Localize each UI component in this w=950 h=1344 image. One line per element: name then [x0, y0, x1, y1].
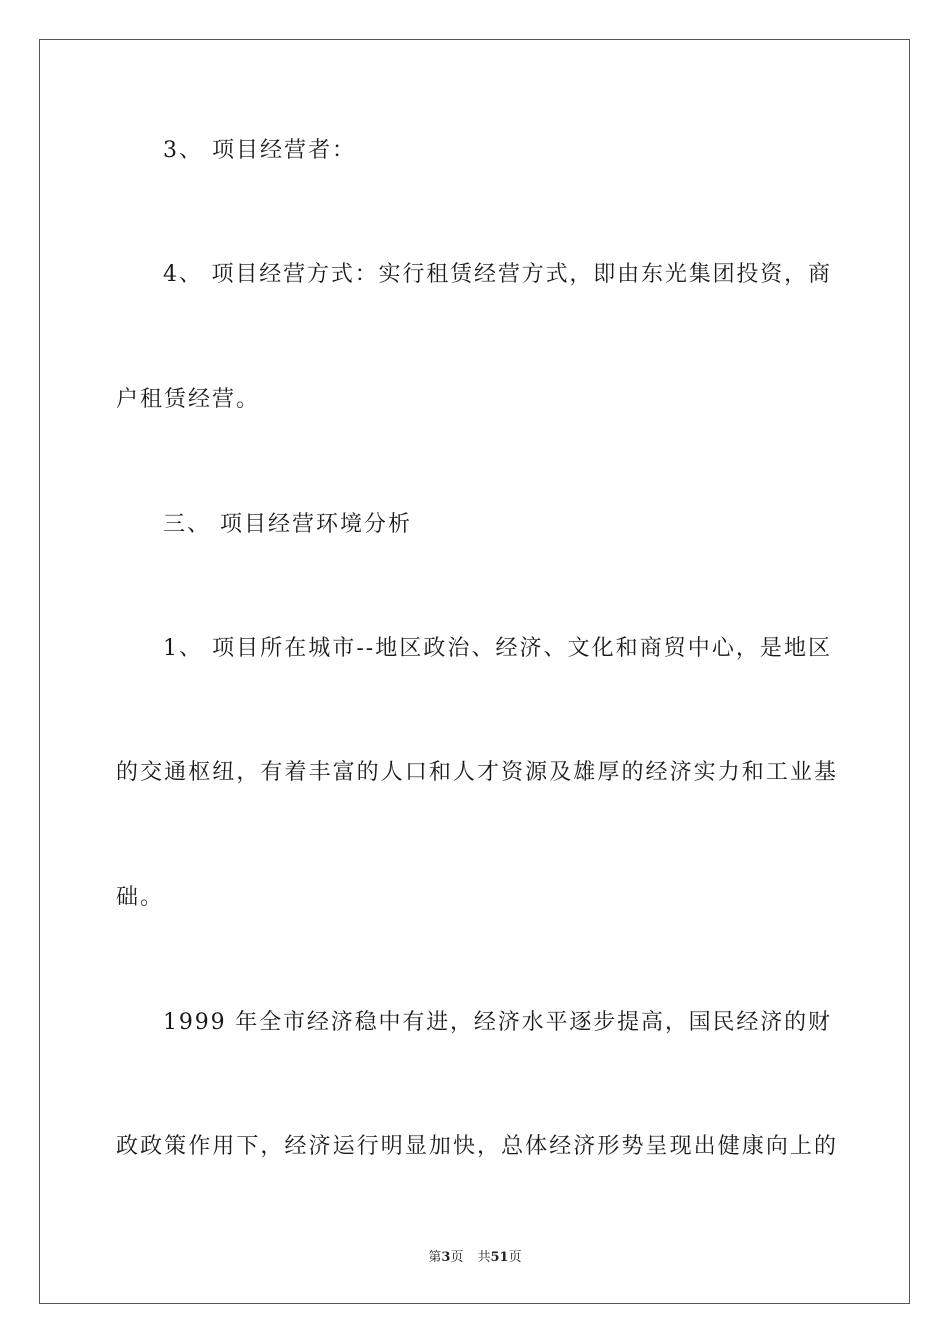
- footer-page-suffix: 页: [450, 1250, 464, 1265]
- footer-page-number: 3: [441, 1250, 451, 1265]
- footer-total-pages: 51: [490, 1250, 509, 1265]
- item-1-city-line-3: 础。: [116, 885, 165, 910]
- footer-total-prefix: 共: [477, 1250, 491, 1265]
- economy-paragraph-line-2: 政政策作用下，经济运行明显加快，总体经济形势呈现出健康向上的: [116, 1134, 839, 1159]
- item-1-city-line-1: 1、 项目所在城市--地区政治、经济、文化和商贸中心，是地区: [163, 636, 833, 661]
- section-three-heading: 三、 项目经营环境分析: [163, 512, 412, 537]
- page-border: [39, 39, 910, 1304]
- item-4-operation-mode-line-1: 4、 项目经营方式：实行租赁经营方式，即由东光集团投资，商: [163, 262, 832, 287]
- economy-paragraph-line-1: 1999 年全市经济稳中有进，经济水平逐步提高，国民经济的财: [163, 1010, 832, 1035]
- item-3-operator: 3、 项目经营者：: [163, 138, 356, 163]
- page-footer: [0, 1246, 950, 1265]
- item-1-city-line-2: 的交通枢纽，有着丰富的人口和人才资源及雄厚的经济实力和工业基: [116, 760, 839, 785]
- footer-total-suffix: 页: [508, 1250, 522, 1265]
- footer-page-prefix: 第: [428, 1250, 442, 1265]
- item-4-operation-mode-line-2: 户租赁经营。: [116, 387, 261, 412]
